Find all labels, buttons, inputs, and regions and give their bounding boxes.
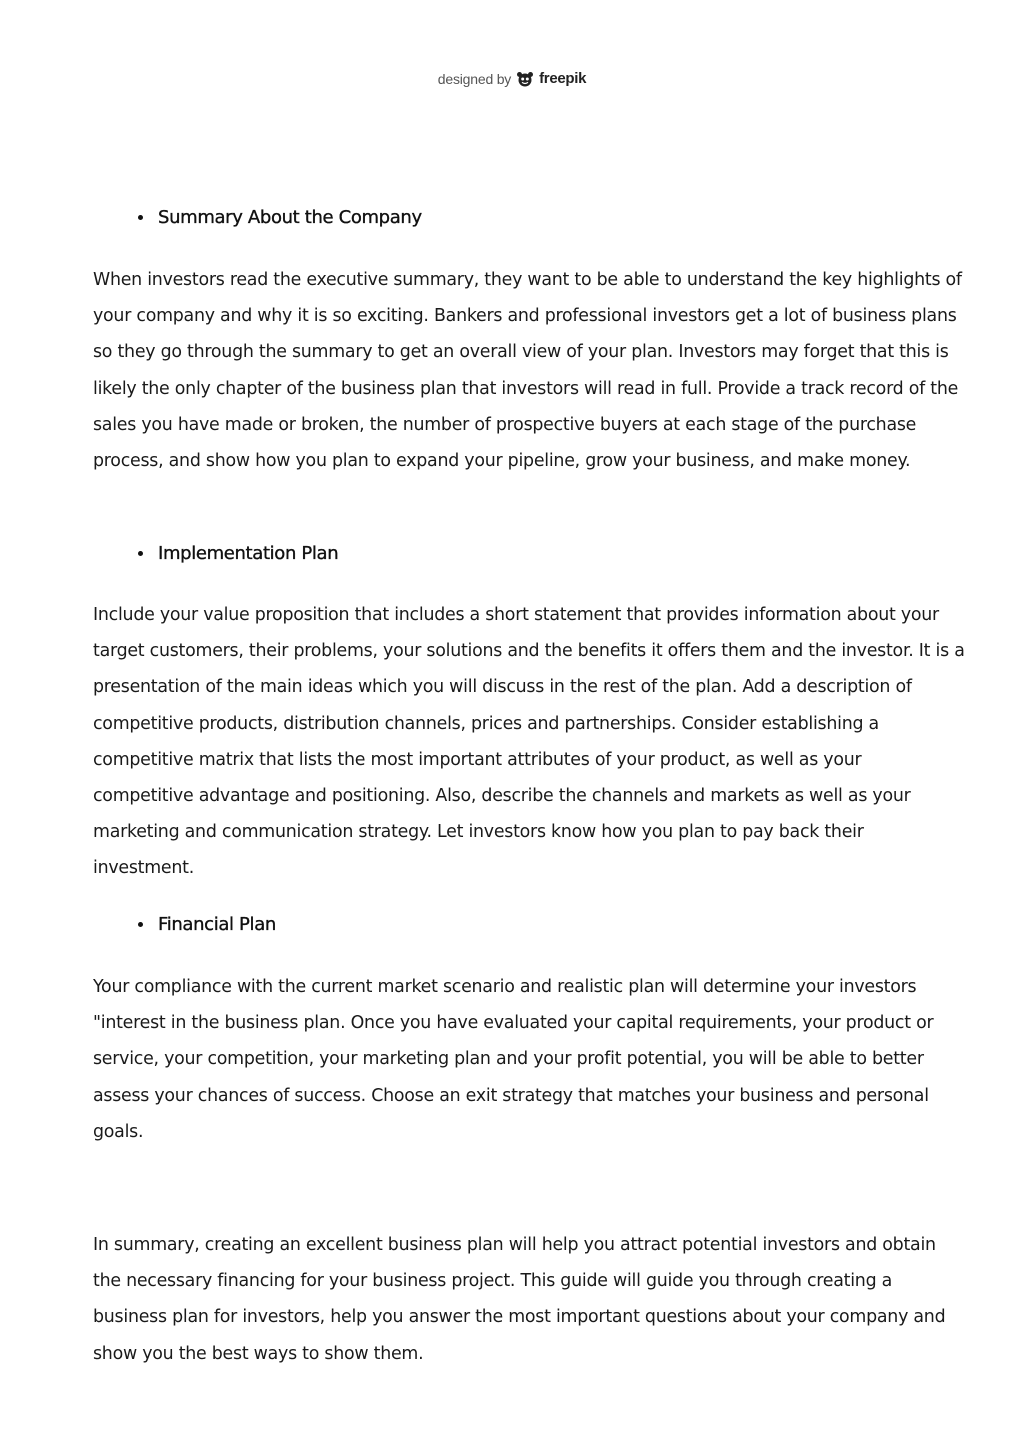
brand-name: freepik <box>539 70 587 87</box>
section-paragraph-implementation: Include your value proposition that includes a short statement that provides information about your target customers, their problems, your solutions and the benefits it offers them and the investor. It is a presentation of the main ideas which you will discuss in the rest of the plan. Add a description of competitive products, distribution channels, prices and partnerships. Consider establishing a competitive matrix that lists the most important attributes of your product, as well as your competitive advantage and positioning. Also, describe the channels and markets as well as your marketing and communication strategy. Let investors know how you plan to pay back their investment. <box>93 605 965 879</box>
bullet-icon <box>138 551 143 556</box>
bullet-icon <box>138 215 143 220</box>
section-heading-text: Summary About the Company <box>158 207 422 228</box>
section-heading-text: Financial Plan <box>158 914 276 935</box>
bullet-icon <box>138 922 143 927</box>
section-heading-implementation <box>138 543 338 564</box>
section-heading-text: Implementation Plan <box>158 543 339 564</box>
section-heading-financial <box>138 914 276 935</box>
freepik-logo-icon <box>516 71 534 87</box>
section-paragraph-financial: Your compliance with the current market scenario and realistic plan will determine your investors "interest in the business plan. Once you have evaluated your capital requirements, your product or service, your competition, your marketing plan and your profit potential, you will be able to better assess your chances of success. Choose an exit strategy that matches your business and personal goals. <box>93 977 934 1142</box>
brand-prefix: designed by <box>437 70 512 87</box>
conclusion-paragraph: In summary, creating an excellent business plan will help you attract potential investors and obtain the necessary financing for your business project. This guide will guide you through creating a business plan for investors, help you answer the most important questions about your company and show you the best ways to show them. <box>93 1235 946 1364</box>
freepik-attribution[interactable] <box>0 70 1024 87</box>
section-heading-summary <box>138 207 422 228</box>
section-paragraph-summary: When investors read the executive summary, they want to be able to understand the key highlights of your company and why it is so exciting. Bankers and professional investors get a lot of business plans so they go through the summary to get an overall view of your plan. Investors may forget that this is likely the only chapter of the business plan that investors will read in full. Provide a track record of the sales you have made or broken, the number of prospective buyers at each stage of the purchase process, and show how you plan to expand your pipeline, grow your business, and make money. <box>93 270 962 472</box>
